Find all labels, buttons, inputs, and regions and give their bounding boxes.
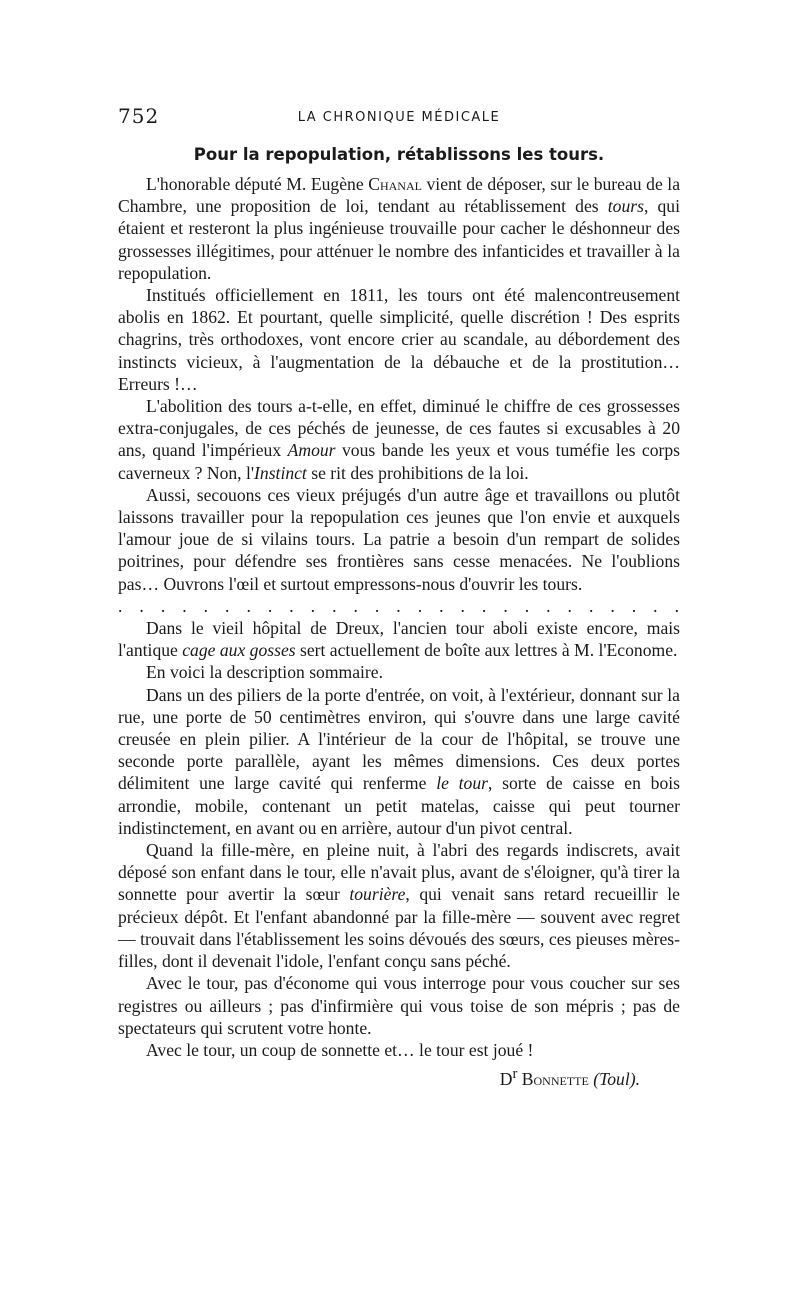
paragraph-10: Avec le tour, un coup de sonnette et… le tour est joué !	[146, 1039, 534, 1060]
paragraph-1: L'honorable député M. Eugène Chanal vient de déposer, sur le bureau de la Chambre, une proposition de loi, tendant au rétablissement des tours, qui étaient et resteront la plus ingénieuse trouvaille pour cacher le déshonneur des grossesses illégitimes, pour atténuer le nombre des infanticides et travailler à la repopulation.	[118, 174, 681, 283]
paragraph-5: Dans le vieil hôpital de Dreux, l'ancien tour aboli existe encore, mais l'antique cage aux gosses sert actuellement de boîte aux lettres à M. l'Econome.	[118, 618, 680, 661]
paragraph-9: Avec le tour, pas d'économe qui vous interroge pour vous coucher sur ses registres ou ailleurs ; pas d'infirmière qui vous toise de son mépris ; pas de spectateurs qui scrutent votre honte.	[118, 973, 680, 1038]
paragraph-7: Dans un des piliers de la porte d'entrée, on voit, à l'extérieur, donnant sur la rue, une porte de 50 centimètres environ, qui s'ouvre dans une large cavité creusée en plein pilier. A l'intérieur de la cour de l'hôpital, se trouve une seconde porte parallèle, ayant les mêmes dimensions. Ces deux portes délimitent une large cavité qui renferme le tour, sorte de caisse en bois arrondie, mobile, contenant un petit matelas, caisse qui peut tourner indistinctement, en avant ou en arrière, autour d'un pivot central.	[118, 684, 680, 838]
paragraph-2: Institués officiellement en 1811, les tours ont été malencontreusement abolis en 1862. Et pourtant, quelle simplicité, quelle discrétion ! Des esprits chagrins, très orthodoxes, vont encore crier au scandale, au débordement des instincts vicieux, à l'augmentation de la débauche et de la prostitution… Erreurs !…	[118, 285, 680, 394]
running-head	[118, 104, 680, 130]
signature: $D^r$ Bonnette (Toul).	[499, 1066, 640, 1089]
article-title: Pour la repopulation, rétablissons les tours.	[193, 145, 605, 164]
paragraph-3: L'abolition des tours a-t-elle, en effet, diminué le chiffre de ces grossesses extra-conjugales, de ces péchés de jeunesse, de ces fautes si excusables à 20 ans, quand l'impérieux Amour vous bande les yeux et vous tuméfie les corps caverneux ? Non, l'Instinct se rit des prohibitions de la loi.	[118, 396, 680, 483]
paragraph-8: Quand la fille-mère, en pleine nuit, à l'abri des regards indiscrets, avait déposé son enfant dans le tour, elle n'avait plus, avant de s'éloigner, qu'à tirer la sonnette pour avertir la sœur tourière, qui venait sans retard recueillir le précieux dépôt. Et l'enfant abandonné par la fille-mère — souvent avec regret — trouvait dans l'établissement les soins dévoués des sœurs, ces pieuses mères-filles, dont il devenait l'idole, l'enfant conçu sans péché.	[118, 840, 680, 972]
paragraph-4: Aussi, secouons ces vieux préjugés d'un autre âge et travaillons ou plutôt laissons travailler pour la repopulation ces jeunes que l'on envie et auxquels l'amour joue de si vilains tours. La patrie a besoin d'un rempart de solides poitrines, pour défendre ses frontières sans cesse menacées. Ne l'oublions pas… Ouvrons l'œil et surtout empressons-nous d'ouvrir les tours.	[118, 484, 680, 594]
section-separator: . . . . . . . . . . . . . . . . . . . . . . . . . . .	[118, 595, 680, 616]
journal-title: LA CHRONIQUE MÉDICALE	[297, 110, 501, 125]
paragraph-6: En voici la description sommaire.	[146, 662, 383, 683]
article-body	[118, 173, 680, 1090]
author-name-chanal: Chanal	[368, 174, 422, 194]
page-number: 752	[118, 104, 160, 128]
